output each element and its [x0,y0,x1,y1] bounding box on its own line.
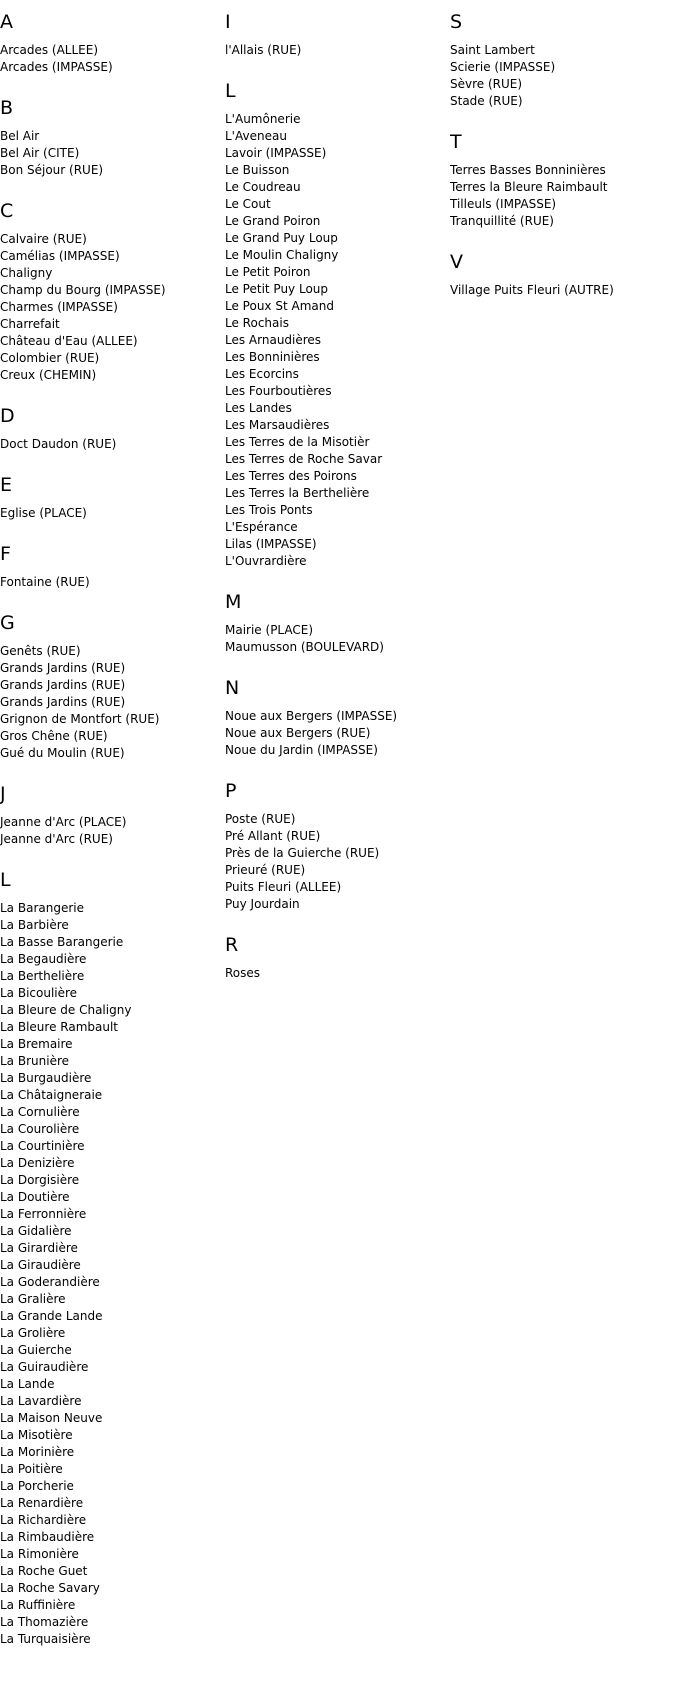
street-link[interactable]: La Grolière [0,1326,66,1340]
street-link[interactable]: Les Ecorcins [225,367,299,381]
street-link[interactable]: Le Petit Puy Loup [225,282,329,296]
section-letter-heading: I [225,11,231,33]
street-link[interactable]: Charrefait [0,317,60,331]
street-link[interactable]: Noue du Jardin (IMPASSE) [225,743,378,757]
street-link[interactable]: Arcades (IMPASSE) [0,60,113,74]
letter-section [0,406,220,453]
street-list [0,814,220,848]
street-link[interactable]: La Guierche [0,1343,72,1357]
street-link[interactable]: La Giraudière [0,1258,81,1272]
street-link[interactable]: La Barbière [0,918,69,932]
street-link[interactable]: Eglise (PLACE) [0,506,87,520]
letter-section [450,132,670,230]
street-link[interactable]: Les Bonninières [225,350,320,364]
street-link[interactable]: Pré Allant (RUE) [225,829,321,843]
street-link[interactable]: La Brunière [0,1054,69,1068]
street-list [450,42,670,110]
street-list [0,505,220,522]
street-link[interactable]: Poste (RUE) [225,812,296,826]
street-link[interactable]: Doct Daudon (RUE) [0,437,117,451]
letter-section [0,98,220,179]
street-link[interactable]: Grignon de Montfort (RUE) [0,712,160,726]
street-link[interactable]: Gros Chêne (RUE) [0,729,108,743]
street-link[interactable]: La Begaudière [0,952,87,966]
street-link[interactable]: Les Fourboutières [225,384,332,398]
section-letter-heading: L [225,80,236,102]
street-link[interactable]: Le Petit Poiron [225,265,311,279]
letter-section [225,12,445,59]
street-index-column-3 [450,0,670,321]
street-link[interactable]: Les Terres des Poirons [225,469,357,483]
street-link[interactable]: La Bicoulière [0,986,78,1000]
street-link[interactable]: La Barangerie [0,901,84,915]
street-link[interactable]: Tranquillité (RUE) [450,214,554,228]
street-link[interactable]: La Rimonière [0,1547,79,1561]
street-link[interactable]: La Cornulière [0,1105,80,1119]
street-list [0,574,220,591]
section-letter-heading: D [0,405,15,427]
street-link[interactable]: Grands Jardins (RUE) [0,661,126,675]
street-link[interactable]: La Bleure de Chaligny [0,1003,132,1017]
street-link[interactable]: Les Terres de Roche Savar [225,452,383,466]
street-link[interactable]: Le Coudreau [225,180,301,194]
street-link[interactable]: Le Cout [225,197,271,211]
street-link[interactable]: La Guiraudière [0,1360,89,1374]
street-link[interactable]: Arcades (ALLEE) [0,43,99,57]
section-letter-heading: A [0,11,13,33]
street-link[interactable]: Fontaine (RUE) [0,575,90,589]
section-letter-heading: T [450,131,462,153]
street-link[interactable]: Le Rochais [225,316,289,330]
street-list [225,708,445,759]
street-link[interactable]: Lilas (IMPASSE) [225,537,317,551]
street-link[interactable]: Château d'Eau (ALLEE) [0,334,138,348]
street-link[interactable]: La Rimbaudière [0,1530,95,1544]
street-link[interactable]: L'Aveneau [225,129,287,143]
letter-section [450,12,670,110]
letter-section [225,81,445,570]
letter-section [225,592,445,656]
street-link[interactable]: Bon Séjour (RUE) [0,163,104,177]
street-link[interactable]: La Roche Savary [0,1581,100,1595]
street-list [0,900,220,1648]
street-link[interactable]: Lavoir (IMPASSE) [225,146,327,160]
letter-section [450,252,670,299]
street-link[interactable]: Champ du Bourg (IMPASSE) [0,283,166,297]
street-link[interactable]: Chaligny [0,266,53,280]
street-link[interactable]: La Goderandière [0,1275,100,1289]
section-letter-heading: N [225,677,240,699]
section-letter-heading: C [0,200,14,222]
letter-section [225,935,445,982]
street-link[interactable]: Jeanne d'Arc (RUE) [0,832,113,846]
street-link[interactable]: La Lavardière [0,1394,82,1408]
street-link[interactable]: Le Grand Puy Loup [225,231,338,245]
street-link[interactable]: Camélias (IMPASSE) [0,249,120,263]
section-letter-heading: M [225,591,242,613]
street-link[interactable]: l'Allais (RUE) [225,43,302,57]
street-list [225,111,445,570]
street-link[interactable]: La Ruffinière [0,1598,76,1612]
street-link[interactable]: Creux (CHEMIN) [0,368,97,382]
street-list [0,436,220,453]
street-link[interactable]: Les Trois Ponts [225,503,313,517]
street-link[interactable]: La Courtinière [0,1139,85,1153]
street-link[interactable]: Tilleuls (IMPASSE) [450,197,557,211]
street-link[interactable]: Près de la Guierche (RUE) [225,846,380,860]
street-list [225,42,445,59]
street-link[interactable]: La Doutière [0,1190,70,1204]
street-link[interactable]: Roses [225,966,261,980]
section-letter-heading: F [0,543,11,565]
street-link[interactable]: La Denizière [0,1156,75,1170]
street-link[interactable]: Terres la Bleure Raimbault [450,180,608,194]
street-link[interactable]: Noue aux Bergers (IMPASSE) [225,709,398,723]
letter-section [0,870,220,1648]
section-letter-heading: S [450,11,463,33]
letter-section [0,784,220,848]
section-letter-heading: E [0,474,13,496]
street-link[interactable]: L'Espérance [225,520,298,534]
street-link[interactable]: Puy Jourdain [225,897,300,911]
street-link[interactable]: Le Moulin Chaligny [225,248,339,262]
letter-section [0,613,220,762]
street-link[interactable]: Le Grand Poiron [225,214,321,228]
street-link[interactable]: L'Ouvrardière [225,554,307,568]
street-list [225,622,445,656]
street-link[interactable]: La Basse Barangerie [0,935,124,949]
street-link[interactable]: La Burgaudière [0,1071,92,1085]
street-link[interactable]: Sèvre (RUE) [450,77,523,91]
street-link[interactable]: Les Terres la Berthelière [225,486,370,500]
letter-section [0,544,220,591]
street-link[interactable]: Charmes (IMPASSE) [0,300,118,314]
street-link[interactable]: La Morinière [0,1445,75,1459]
street-link[interactable]: Le Buisson [225,163,290,177]
street-link[interactable]: Scierie (IMPASSE) [450,60,556,74]
street-link[interactable]: La Thomazière [0,1615,89,1629]
street-list [0,128,220,179]
street-link[interactable]: La Gidalière [0,1224,72,1238]
street-link[interactable]: Gué du Moulin (RUE) [0,746,125,760]
street-link[interactable]: La Misotière [0,1428,73,1442]
letter-section [0,12,220,76]
street-link[interactable]: La Porcherie [0,1479,74,1493]
section-letter-heading: R [225,934,239,956]
street-link[interactable]: La Grande Lande [0,1309,103,1323]
street-list [0,643,220,762]
letter-section [0,201,220,384]
street-link[interactable]: La Dorgisière [0,1173,80,1187]
street-list [225,965,445,982]
street-link[interactable]: La Bremaire [0,1037,73,1051]
street-link[interactable]: La Girardière [0,1241,78,1255]
section-letter-heading: L [0,869,11,891]
street-link[interactable]: La Roche Guet [0,1564,88,1578]
street-link[interactable]: Les Terres de la Misotièr [225,435,370,449]
street-link[interactable]: Bel Air [0,129,40,143]
street-link[interactable]: Les Landes [225,401,292,415]
street-link[interactable]: La Châtaigneraie [0,1088,103,1102]
street-link[interactable]: Grands Jardins (RUE) [0,695,126,709]
street-link[interactable]: La Poitière [0,1462,63,1476]
street-list [0,42,220,76]
street-link[interactable]: Noue aux Bergers (RUE) [225,726,371,740]
street-list [450,282,670,299]
street-index-column-1 [0,0,220,1670]
street-link[interactable]: L'Aumônerie [225,112,301,126]
street-link[interactable]: Mairie (PLACE) [225,623,314,637]
street-link[interactable]: Jeanne d'Arc (PLACE) [0,815,127,829]
street-link[interactable]: Stade (RUE) [450,94,523,108]
street-link[interactable]: Maumusson (BOULEVARD) [225,640,384,654]
section-letter-heading: J [0,783,6,805]
street-link[interactable]: Puits Fleuri (ALLEE) [225,880,342,894]
street-link[interactable]: Le Poux St Amand [225,299,334,313]
street-link[interactable]: La Gralière [0,1292,66,1306]
street-link[interactable]: La Turquaisière [0,1632,91,1646]
section-letter-heading: P [225,780,237,802]
street-link[interactable]: Calvaire (RUE) [0,232,87,246]
street-link[interactable]: Bel Air (CITE) [0,146,80,160]
street-link[interactable]: Grands Jardins (RUE) [0,678,126,692]
letter-section [225,781,445,913]
street-link[interactable]: Saint Lambert [450,43,535,57]
street-list [225,811,445,913]
street-index-column-2 [225,0,445,1004]
street-link[interactable]: Colombier (RUE) [0,351,100,365]
section-letter-heading: B [0,97,14,119]
letter-section [0,475,220,522]
street-link[interactable]: La Courolière [0,1122,80,1136]
street-list [0,231,220,384]
street-list [450,162,670,230]
section-letter-heading: G [0,612,15,634]
street-link[interactable]: Prieuré (RUE) [225,863,306,877]
street-link[interactable]: La Bleure Rambault [0,1020,119,1034]
section-letter-heading: V [450,251,463,273]
street-link[interactable]: La Renardière [0,1496,84,1510]
street-link[interactable]: La Maison Neuve [0,1411,103,1425]
street-link[interactable]: La Ferronnière [0,1207,87,1221]
street-link[interactable]: La Berthelière [0,969,85,983]
street-link[interactable]: La Richardière [0,1513,87,1527]
street-link[interactable]: Les Arnaudières [225,333,322,347]
street-link[interactable]: La Lande [0,1377,55,1391]
street-link[interactable]: Les Marsaudières [225,418,330,432]
street-link[interactable]: Terres Basses Bonninières [450,163,606,177]
letter-section [225,678,445,759]
street-link[interactable]: Genêts (RUE) [0,644,81,658]
street-link[interactable]: Village Puits Fleuri (AUTRE) [450,283,614,297]
